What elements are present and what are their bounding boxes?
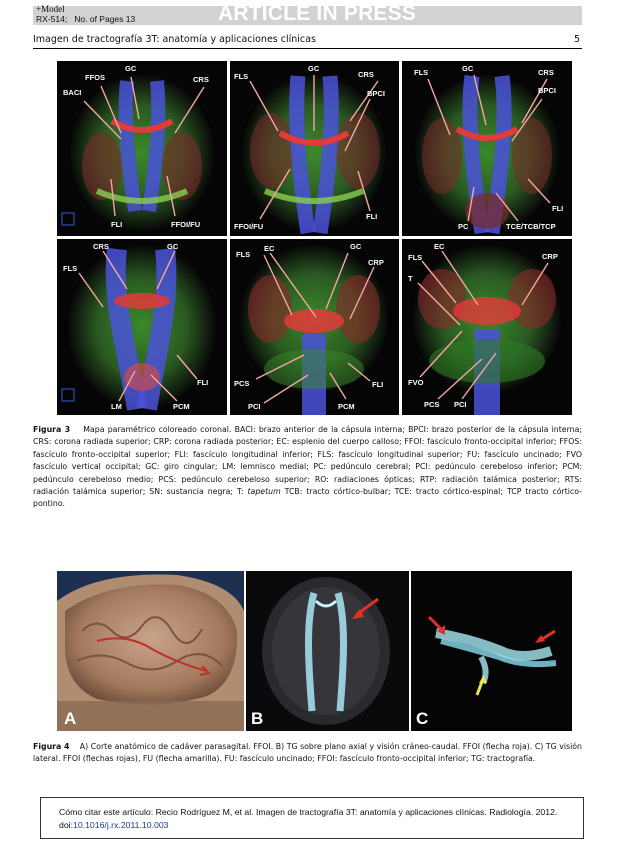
label-fls: FLS [63, 264, 78, 273]
label-baci: BACI [63, 88, 82, 97]
label-pc: PC [458, 222, 469, 231]
page-number: 5 [574, 34, 581, 45]
header-rule [33, 48, 582, 49]
figure3-panel-4 [57, 239, 227, 415]
label-pcs: PCS [234, 379, 250, 388]
label-fli: FLI [552, 204, 564, 213]
figure-3-caption-text: Mapa paramétrico coloreado coronal. BACI: brazo anterior de la cápsula interna; BPCI: brazo posterior de la cápsula interna; CRS: corona radiada superior; CRP: corona radiada posterior; EC: esplenio del cuerpo calloso; FFOI: fascículo fronto-occipital inferior; FFOS: fascículo fronto-occipital superior; FLI: fascículo longitudinal inferior; FLS: fascículo longitudinal superior; FU: fascículo uncinado; FVO fascículo vertical occipital; GC: giro cingular; LM: lemnisco medial; PC: pedúnculo cerebral; PCI: pedúnculo cerebeloso inferior; PCM: pedúnculo cerebeloso medio; PCS: pedúnculo cerebeloso superior; RO: radiaciones ópticas; RTP: radiación talámica posterior; RTS: radiación talámica superior; SN: sustancia negra; T: [33, 425, 582, 497]
doi-link[interactable]: 10.1016/j.rx.2011.10.003 [73, 820, 169, 830]
label-ec: EC [264, 244, 275, 253]
figure-3-label: Figura 3 [33, 425, 71, 434]
label-gc: GC [308, 64, 320, 73]
label-pcm: PCM [338, 402, 355, 411]
citation-text [59, 806, 579, 832]
label-gc: GC [462, 64, 474, 73]
header-reference: RX-514; No. of Pages 13 [36, 14, 136, 24]
label-gc: GC [167, 242, 179, 251]
figure3-panel-6 [402, 239, 572, 415]
figure-3-caption [33, 424, 582, 511]
figure3-panel-2 [230, 61, 399, 236]
figure3-panel-1 [57, 61, 227, 236]
label-ffos: FFOS [85, 73, 105, 82]
label-bpci: BPCI [367, 89, 385, 98]
figure-3 [57, 61, 572, 415]
article-in-press-banner: ARTICLE IN PRESS [218, 2, 417, 25]
label-crs: CRS [358, 70, 374, 79]
dti-coronal-image-6 [402, 239, 572, 415]
label-ec: EC [434, 242, 445, 251]
dti-coronal-image-4 [57, 239, 227, 415]
dti-coronal-image-2 [230, 61, 399, 236]
label-fli: FLI [111, 220, 123, 229]
header-model: +Model [36, 4, 65, 14]
label-pcs: PCS [424, 400, 440, 409]
label-fli: FLI [366, 212, 378, 221]
panel-letter-c: C [416, 709, 429, 728]
dti-coronal-image-1 [57, 61, 227, 236]
figure-4-label: Figura 4 [33, 742, 70, 751]
cadaver-sagittal-section-image [57, 571, 244, 731]
label-pci: PCI [454, 400, 467, 409]
figure4-panel-a [57, 571, 244, 731]
label-gc: GC [350, 242, 362, 251]
label-ffoi-fu: FFOI/FU [234, 222, 264, 231]
label-crp: CRP [368, 258, 384, 267]
lateral-tractography-image [411, 571, 572, 731]
figure3-panel-3 [402, 61, 572, 236]
label-t: T [408, 274, 413, 283]
label-fli: FLI [197, 378, 209, 387]
axial-tractography-image [246, 571, 409, 731]
label-pcm: PCM [173, 402, 190, 411]
label-gc: GC [125, 64, 137, 73]
panel-letter-b: B [251, 709, 264, 728]
citation-box [40, 797, 584, 839]
label-ffoi-fu: FFOI/FU [171, 220, 201, 229]
citation-body: Cómo citar este artículo: Recio Rodríguez M, et al. Imagen de tractografía 3T: anatomía y aplicaciones clínicas. Radiología. 2012. doi: [59, 807, 558, 830]
label-crs: CRS [538, 68, 554, 77]
label-fls: FLS [234, 72, 249, 81]
label-pci: PCI [248, 402, 261, 411]
figure-4 [57, 571, 572, 731]
label-tce-tcb-tcp: TCE/TCB/TCP [506, 222, 556, 231]
figure-4-caption-text: A) Corte anatómico de cadáver parasagital. FFOI. B) TG sobre plano axial y visión cráneo-caudal. FFOI (flecha roja). C) TG visión lateral. FFOI (flechas rojas), FU (flecha amarilla). FU: fascículo uncinado; FFOI: fascículo fronto-occipital inferior; TG: tractografía. [33, 742, 582, 764]
figure4-panel-b [246, 571, 409, 731]
label-fvo: FVO [408, 378, 424, 387]
label-fls: FLS [236, 250, 251, 259]
figure-3-caption-tail: TCB: tracto córtico-bulbar; TCE: tracto córtico-espinal; TCP tracto córtico-pontino. [33, 487, 582, 509]
label-bpci: BPCI [538, 86, 556, 95]
label-crp: CRP [542, 252, 558, 261]
running-title: Imagen de tractografía 3T: anatomía y aplicaciones clínicas [33, 34, 316, 45]
label-fls: FLS [408, 253, 423, 262]
label-crs: CRS [193, 75, 209, 84]
figure-4-caption [33, 741, 582, 766]
figure4-panel-c [411, 571, 572, 731]
label-crs: CRS [93, 242, 109, 251]
figure-3-caption-italic: tapetum [247, 487, 281, 497]
panel-letter-a: A [64, 709, 77, 728]
figure3-panel-5 [230, 239, 399, 415]
label-lm: LM [111, 402, 122, 411]
label-fls: FLS [414, 68, 429, 77]
label-fli: FLI [372, 380, 384, 389]
